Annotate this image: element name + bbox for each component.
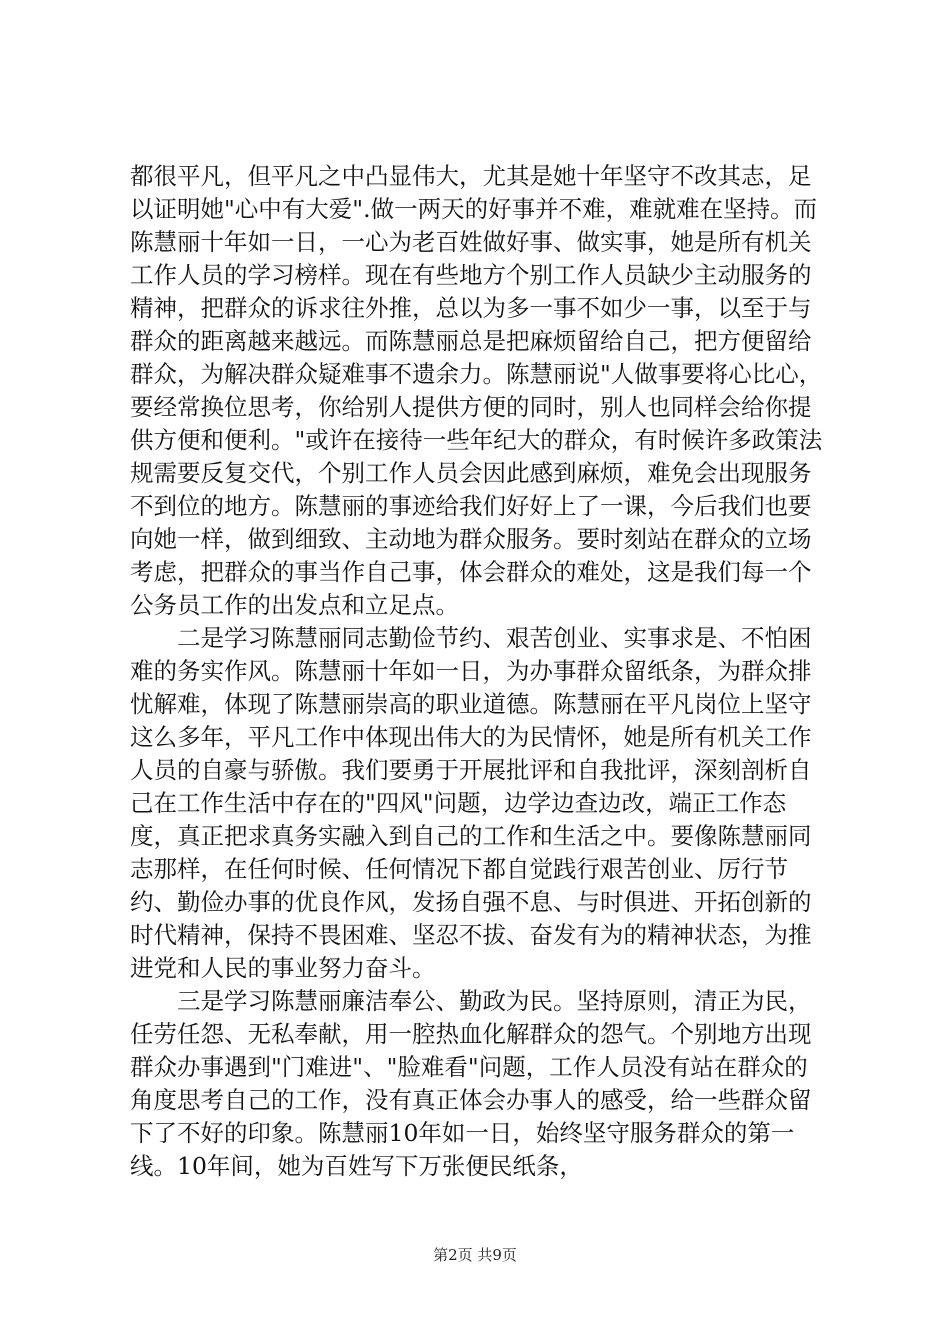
page-footer: 第2页 共9页 [433, 1246, 517, 1264]
paragraph-third-point: 三是学习陈慧丽廉洁奉公、勤政为民。坚持原则，清正为民，任劳任怨、无私奉献，用一腔热血化解群众的怨气。个别地方出现群众办事遇到"门难进"、"脸难看"问题，工作人员没有站在群众的角度思考自己的工作，没有真正体会办事人的感受，给一些群众留下了不好的印象。陈慧丽10年如一日，始终坚守服务群众的第一线。10年间，她为百姓写下万张便民纸条， [130, 987, 812, 1180]
paragraph-continued: 都很平凡，但平凡之中凸显伟大，尤其是她十年坚守不改其志，足以证明她"心中有大爱".做一两天的好事并不难，难就难在坚持。而陈慧丽十年如一日，一心为老百姓做好事、做实事，她是所有机关工作人员的学习榜样。现在有些地方个别工作人员缺少主动服务的精神，把群众的诉求往外推，总以为多一事不如少一事，以至于与群众的距离越来越远。而陈慧丽总是把麻烦留给自己，把方便留给群众，为解决群众疑难事不遗余力。陈慧丽说"人做事要将心比心，要经常换位思考，你给别人提供方便的同时，别人也同样会给你提供方便和便利。"或许在接待一些年纪大的群众，有时候许多政策法规需要反复交代，个别工作人员会因此感到麻烦，难免会出现服务不到位的地方。陈慧丽的事迹给我们好好上了一课，今后我们也要向她一样，做到细致、主动地为群众服务。要时刻站在群众的立场考虑，把群众的事当作自己事，体会群众的难处，这是我们每一个公务员工作的出发点和立足点。 [130, 162, 823, 619]
paragraph-second-point: 二是学习陈慧丽同志勤俭节约、艰苦创业、实事求是、不怕困难的务实作风。陈慧丽十年如一日，为办事群众留纸条，为群众排忧解难，体现了陈慧丽崇高的职业道德。陈慧丽在平凡岗位上坚守这么多年，平凡工作中体现出伟大的为民情怀，她是所有机关工作人员的自豪与骄傲。我们要勇于开展批评和自我批评，深刻剖析自己在工作生活中存在的"四风"问题，边学边查边改，端正工作态度，真正把求真务实融入到自己的工作和生活之中。要像陈慧丽同志那样，在任何时候、任何情况下都自觉践行艰苦创业、厉行节约、勤俭办事的优良作风，发扬自强不息、与时俱进、开拓创新的时代精神，保持不畏困难、坚忍不拔、奋发有为的精神状态，为推进党和人民的事业努力奋斗。 [130, 624, 812, 982]
document-body [130, 160, 830, 1183]
